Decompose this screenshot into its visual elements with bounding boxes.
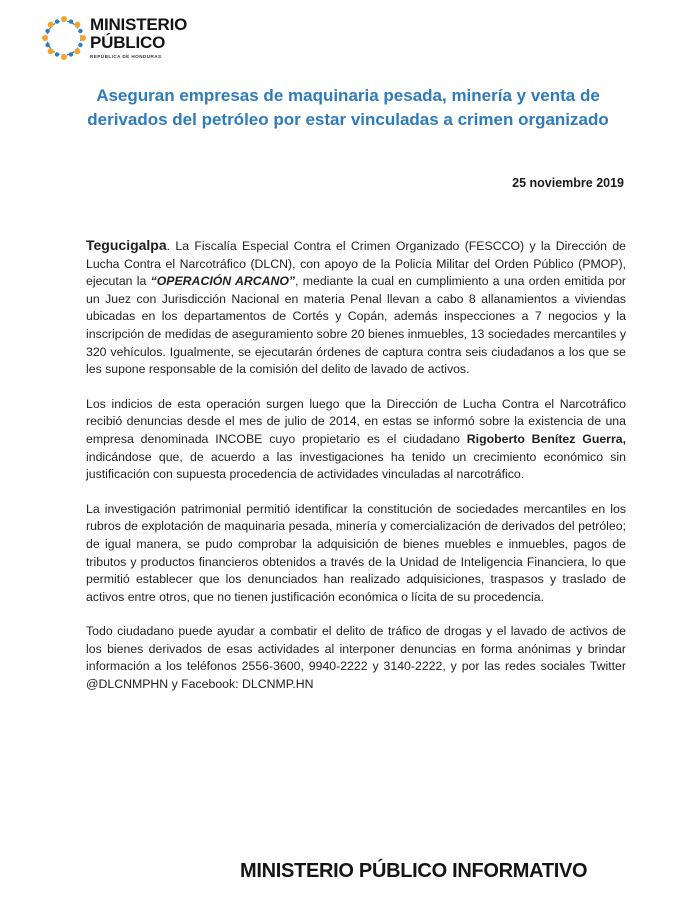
logo-wordmark xyxy=(90,16,200,59)
suspect-name: Rigoberto Benítez Guerra, xyxy=(466,431,626,446)
paragraph-2-text-b: indicándose que, de acuerdo a las investigaciones ha tenido un crecimiento económico sin justificación con supuesta procedencia de actividades vinculadas al narcotráfico. xyxy=(86,449,626,482)
operation-name: “OPERACIÓN ARCANO” xyxy=(150,274,296,289)
release-date: 25 noviembre 2019 xyxy=(512,176,624,190)
paragraph-1-text-a: . La Fiscalía Especial Contra el Crimen Organizado (FESCCO) y la Dirección de Lucha Contra el Narcotráfico (DLCN), con apoyo de la Policía Militar del Orden Público (PMOP), ejecutan la xyxy=(86,239,626,289)
logo-line-publico: PÚBLICO xyxy=(90,33,166,52)
body-paragraph-4: Todo ciudadano puede ayudar a combatir el delito de tráfico de drogas y el lavado de activos de los bienes derivados de esas actividades al interponer denuncias en forma anónimas y brindar información a los teléfonos 2556-3600, 9940-2222 y 3140-2222, y por las redes sociales Twitter @DLCNMPHN y Facebook: DLCNMP.HN xyxy=(86,624,626,692)
headline-line-1: Aseguran empresas de maquinaria pesada, minería y venta de xyxy=(96,86,600,105)
footer-title: MINISTERIO PÚBLICO INFORMATIVO xyxy=(240,860,588,882)
headline-line-2: derivados del petróleo por estar vinculadas a crimen organizado xyxy=(87,110,609,129)
body-paragraph-1 xyxy=(86,237,626,379)
ministerio-publico-logo xyxy=(40,14,190,66)
logo-line-ministerio: MINISTERIO xyxy=(90,15,188,34)
logo-subtitle: REPÚBLICA DE HONDURAS xyxy=(90,54,162,59)
press-release-body xyxy=(86,237,626,711)
press-release-headline xyxy=(70,84,626,132)
paragraph-2-text-a: Los indicios de esta operación surgen luego que la Dirección de Lucha Contra el Narcotráfico recibió denuncias desde el mes de julio de 2014, en estas se informó sobre la existencia de una empresa denominada INCOBE cuyo propietario es el ciudadano xyxy=(86,396,626,446)
ministerio-publico-seal-icon xyxy=(40,14,88,62)
dateline-city: Tegucigalpa xyxy=(86,237,167,253)
body-paragraph-2 xyxy=(86,396,626,484)
body-paragraph-3: La investigación patrimonial permitió identificar la constitución de sociedades mercantiles en los rubros de explotación de maquinaria pesada, minería y comercialización de derivados del petróleo; de igual manera, se pudo comprobar la adquisición de bienes muebles e inmuebles, pagos de tributos y productos financieros obtenidos a través de la Unidad de Inteligencia Financiera, lo que permitió establecer que los denunciados han realizado adquisiciones, traspasos y traslado de activos entre otros, que no tienen justificación económica o lícita de su procedencia. xyxy=(86,501,626,604)
paragraph-1-text-b: , mediante la cual en cumplimiento a una orden emitida por un Juez con Jurisdicción Nacional en materia Penal llevan a cabo 8 allanamientos a viviendas ubicadas en los departamentos de Cortés y Copán, además inspecciones a 7 negocios y la inscripción de medidas de aseguramiento sobre 20 bienes inmuebles, 13 sociedades mercantiles y 320 vehículos. Igualmente, se ejecutarán órdenes de captura contra seis ciudadanos a los que se les supone responsable de la comisión del delito de lavado de activos. xyxy=(86,274,627,377)
